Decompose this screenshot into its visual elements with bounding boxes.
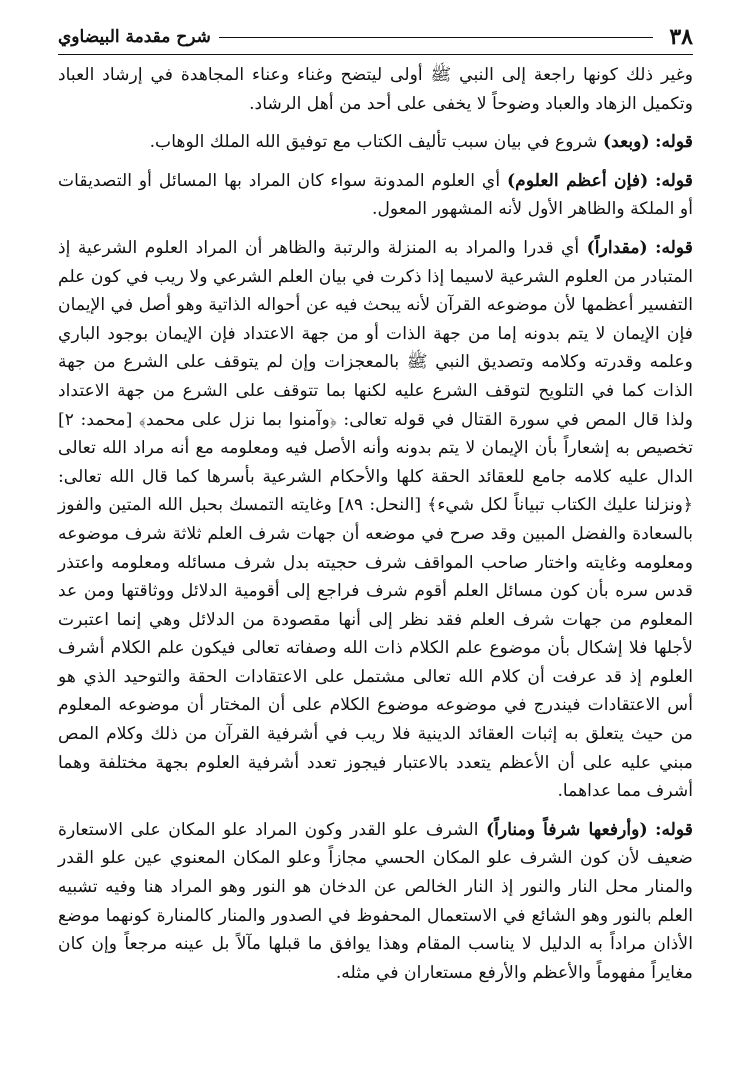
paragraph-lead: قوله:: [655, 819, 694, 840]
paragraph-text: أي العلوم المدونة سواء كان المراد بها المسائل أو التصديقات أو الملكة والظاهر الأول لأنه المشهور المعول.: [58, 170, 693, 220]
paragraph-text: شروع في بيان سبب تأليف الكتاب مع توفيق الله الملك الوهاب.: [149, 132, 598, 153]
paragraph-term: (فإن أعظم العلوم): [507, 170, 649, 191]
paragraph-text: الشرف علو القدر وكون المراد علو المكان على الاستعارة ضعيف لأن كون الشرف علو المكان الحسي مجازاً وعلو المكان المعنوي عين علو القدر والمنار محل النار والنور إذ النار الخالص عن الدخان هو النور وهو المراد هنا وفيه تشبيه العلم بالنور وهو الشائع في الاستعمال المحفوظ في الصدور والمنار كالمنارة كونهما موضع الأذان مراداً به الدليل لا يناسب المقام وهذا يوافق ما قبلها مآلاً بل عينه مرجعاً وإن كان مغايراً مفهوماً والأعظم والأرفع مستعاران في مثله.: [58, 819, 693, 983]
paragraph-text: وغير ذلك كونها راجعة إلى النبي ﷺ أولى ليتضح وغناء وعناء المجاهدة في إرشاد العباد وتكميل الزهاد والعباد وضوحاً لا يخفى على أحد من أهل الرشاد.: [58, 65, 693, 114]
paragraph-term: (مقداراً): [586, 237, 648, 258]
running-title: شرح مقدمة البيضاوي: [58, 27, 211, 47]
paragraph-term: (وبعد): [602, 132, 650, 153]
paragraph-3: [58, 167, 693, 224]
paragraph-lead: قوله:: [655, 170, 694, 191]
header-rule: [219, 37, 653, 38]
paragraph-term: (وأرفعها شرفاً ومناراً): [485, 819, 648, 840]
paragraph-1: [58, 61, 693, 118]
page-number: ٣٨: [669, 24, 693, 50]
paragraph-text: أي قدرا والمراد به المنزلة والرتبة والظاهر أن المراد العلوم الشرعية إذ المتبادر من العلوم الشرعية لاسيما إذا ذكرت في بيان العلم الشرعي ولا ريب في كون علم التفسير أعظمها لأن موضوعه القرآن لأنه يبحث فيه عن أحواله الذاتية وهو أصل في الإيمان فإن الإيمان لا يتم بدونه إما من جهة الذات أو من جهة الاعتداد فإن الإيمان بوجود الباري وعلمه وقدرته وكلامه وتصديق النبي ﷺ بالمعجزات وإن لم يتوقف على الشرع من جهة الذات كما في التلويح لتوقف الشرع عليه لكنها بما تتوقف على الشرع من جهة الاعتداد ولذا قال المص في سورة القتال في قوله تعالى: ﴿وآمنوا بما نزل على محمد﴾ [محمد: ٢] تخصيص به إشعاراً بأن الإيمان لا يتم بدونه وأنه الأصل فيه ومعلومه مع أنه مراد الله تعالى الدال عليه كلامه جامع للعقائد الحقة كلها والأحكام الشرعية بأسرها كما قال الله تعالى: ﴿ونزلنا عليك الكتاب تبياناً لكل شيء﴾ [النحل: ٨٩] وغايته التمسك بحبل الله المتين والفوز بالسعادة والفضل المبين وقد صرح في موضعه أن جهات شرف العلم ثلاثة شرف موضوعه ومعلومه وغايته واختار صاحب المواقف شرف حجيته بدل شرف مسائله ومعلومه واعتذر قدس سره بأن كون مسائل العلم أقوم شرف فراجع إلى أقومية الدلائل ووثاقتها ومن عد المعلوم من جهات شرف العلم فقد نظر إلى أنها مقصودة من الدلائل وهي إنما اعتبرت لأجلها فلا إشكال بأن موضوع علم الكلام ذات الله وصفاته تعالى فيكون علم الكلام أشرف العلوم إذ قد عرفت أن كلام الله تعالى مشتمل على الاعتقادات الحقة والتوحيد الذي هو أس الاعتقادات فيندرج في موضوعه موضوع الكلام على أن المختار أن موضوعه المعلوم من حيث يتعلق به إثبات العقائد الدينية فلا ريب في أشرفية القرآن من ذلك وكلام المص مبني عليه على أن الأعظم يتعدد بالاعتبار فيجوز تعدد أشرفية العلوم بجهة مختلفة وهما أشرف مما عداهما.: [58, 237, 693, 802]
paragraph-lead: قوله:: [655, 237, 693, 258]
paragraph-2: [58, 128, 693, 157]
paragraph-4: [58, 234, 693, 806]
paragraph-5: [58, 816, 693, 988]
paragraph-lead: قوله:: [655, 132, 693, 153]
page-header: [58, 20, 693, 55]
